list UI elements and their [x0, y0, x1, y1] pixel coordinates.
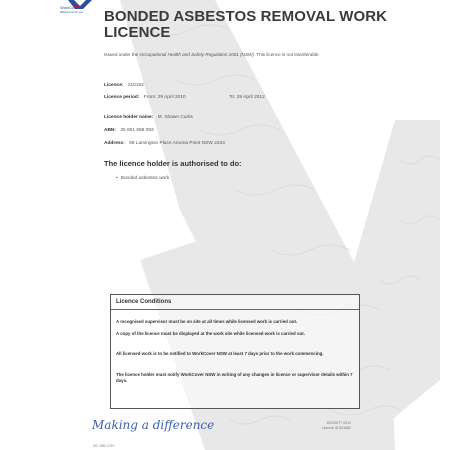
- page-title: [104, 9, 387, 41]
- licence-period-to: To: 29 April 2012: [229, 95, 265, 100]
- issued-under-text: [104, 52, 350, 58]
- footer-form-code: [313, 421, 351, 430]
- licence-conditions-box: [110, 294, 360, 409]
- address-label: Address:: [104, 141, 125, 146]
- bullet-icon: •: [116, 176, 118, 181]
- title-line-1: BONDED ASBESTOS REMOVAL WORK: [104, 8, 388, 25]
- footer-slogan: Making a difference: [92, 418, 215, 432]
- holder-name-field: [104, 115, 193, 120]
- authorised-item-label: Bonded asbestos work: [120, 176, 170, 181]
- logo-name: WorkCover: [60, 5, 80, 10]
- address-value: 59 Lamington Place Aroona Point NSW 2234: [129, 141, 225, 146]
- footer-code-line-1: WC02077 0310: [326, 421, 351, 425]
- footer-small-print: WC 0881 0210: [93, 444, 115, 448]
- title-line-2: LICENCE: [104, 24, 171, 41]
- licence-period-label: Licence period:: [104, 95, 140, 100]
- condition-item: All licensed work is to be notified to WorkCover NSW at least 7 days prior to the work commencing.: [116, 351, 324, 356]
- abn-field: [104, 128, 154, 133]
- abn-value: 35 651 568 083: [120, 128, 154, 133]
- logo-wordmark: [60, 6, 83, 15]
- licence-number-field: [104, 83, 144, 88]
- licence-period-field: [104, 95, 186, 100]
- address-field: [104, 141, 225, 146]
- holder-name-label: Licence holder name:: [104, 115, 154, 120]
- conditions-divider: [111, 309, 359, 310]
- licence-number-value: 210152: [127, 83, 144, 88]
- issued-suffix: This licence is not transferable.: [256, 52, 320, 57]
- conditions-title: Licence Conditions: [116, 299, 172, 305]
- issued-prefix: Issued under the: [104, 52, 139, 57]
- holder-name-value: M. Shawn Curtis: [157, 115, 193, 120]
- logo-tagline: Watching out for you: [60, 10, 83, 14]
- licence-period-from: From: 29 April 2010: [143, 95, 186, 100]
- footer-code-line-2: Licence ID 501682: [321, 425, 351, 430]
- condition-item: A copy of the licence must be displayed at the work site while licensed work is carried out.: [116, 331, 305, 336]
- authorised-heading: The licence holder is authorised to do:: [104, 159, 242, 168]
- licence-number-label: Licence:: [104, 83, 124, 88]
- condition-item: The licence holder must notify WorkCover NSW in writing of any changes in licence or supervisor details within 7 days.: [116, 372, 353, 383]
- issued-regulation: Occupational Health and Safety Regulation 2001 (NSW).: [139, 52, 256, 57]
- abn-label: ABN:: [104, 128, 116, 133]
- authorised-item: [116, 176, 169, 181]
- condition-item: A recognised supervisor must be on site at all times while licensed work is carried out.: [116, 319, 298, 324]
